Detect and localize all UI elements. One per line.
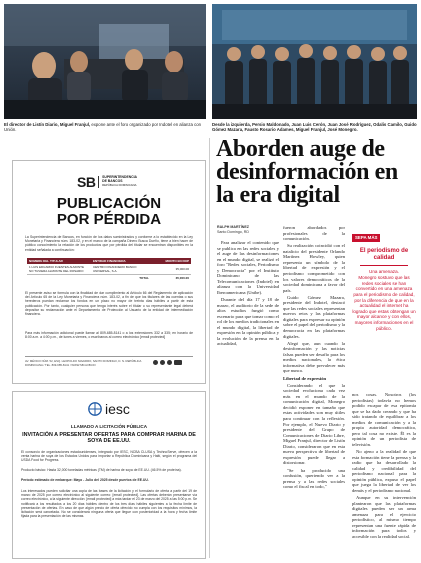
col-header: NOMBRE DEL TITULAR [27, 258, 91, 264]
sidebar-title: El periodismo de calidad [359, 248, 409, 261]
iesc-p3: Período estimado de embarque: Mayo - Julio del 2025 desde puertos de EE.UU. [21, 478, 149, 482]
sidebar-body: Monegro sostuvo que las redes sociales se han convertido en una amenaza para el periodismo de calidad, por la diferencia de que en la actualidad el internet ha logrado que estas obtengan un mayor alcance y con ellos, mayores informaciones en el público. [352, 275, 416, 331]
paragraph: Considerando el que la sociedad evoluciona cada vez más en el mundo de la comunicación digital, Monegro decidió exponer en tamaño que estas actividades son muy útiles para continuar con la reflexión. Por ejemplo, el Nuevo Diario y presidente del Grupo de Comunicaciones de Diario Libre, Miguel Franjul, director de Listín Diario, consideraron que en esta nueva perspectiva de libertad de expresión puede llegar a distorsionar. [283, 382, 345, 466]
iesc-ad [12, 391, 206, 559]
youtube-icon [174, 360, 182, 365]
iesc-p1: El consorcio de organizaciones estadounidenses, integrado por IESC, NCBA CLUSA y TechnoServe, ofrecen a la venta harina de soya de los Estados Unidos para importar a República Dominicana y Haití, según el programa del USDA Food for Progress. [21, 450, 197, 463]
photo-left-caption [4, 122, 206, 132]
paragraph: Guido Gómez Mazara, presidente del Indotel, destacó que las redes sociales representan nuevos retos y las plataformas digitales para expresar su opinión sobre el papel del periodismo y la democracia en las plataformas digitales. [283, 294, 345, 339]
sb-ad-title [13, 196, 205, 228]
iesc-logo-icon [88, 402, 102, 416]
social-icons [153, 360, 182, 365]
forum-photo-left [4, 4, 206, 119]
sidebar-box [352, 226, 416, 386]
headline: Aborden auge de desinformación en la era digital [216, 136, 398, 208]
sb-logo-text-3: REPÚBLICA DOMINICANA [102, 182, 137, 187]
byline-place: Santo Domingo, RD [217, 229, 249, 234]
sb-footer: AV. MÉXICO NÚM. 52, ESQ. LEOPOLDO NAVARRO, SANTO DOMINGO, D. N. REPÚBLICA DOMINICANA / TEL. 809-685-8141 / WWW.SB.GOB.DO [25, 359, 142, 367]
paragraph: Alegó que, aun cuando la desinformación y las noticias falsas pueden ser desafío para los medios nacionales, la ética informativa debe prevalecer más que nunca. [283, 340, 345, 374]
sb-logo-text [102, 176, 137, 187]
paragraph: Para analizar el contenido que se publica en las redes sociales y el auge de las desinformaciones en el mundo digital, se realizó el foro "Redes sociales, Periodismo y Democracia" por el Instituto Dominicano de las Telecomunicaciones (Indotel) en alianza con la Universidad Iberoamericana (Unibe). [217, 240, 279, 295]
paragraph: "Se ha producido una confusión, queriendo ver a la prensa y a las redes sociales como el fiscal en todo," [283, 467, 345, 490]
sb-table [27, 258, 191, 281]
cell: 35,000.00 [151, 264, 191, 275]
sb-title-line-1: PUBLICACIÓN [56, 195, 162, 212]
sb-title-line-2: POR PÉRDIDA [56, 211, 162, 228]
table-total-row [27, 275, 191, 282]
group-photo [212, 4, 417, 119]
col-header: MONTO EN DOP [151, 258, 191, 264]
instagram-icon [160, 360, 165, 365]
iesc-p2: Producto básico: Hasta 32,000 toneladas métricas (TM) de harina de soya de EE.UU. (46.5% de proteína). [21, 468, 182, 472]
sb-ad [12, 160, 206, 384]
sidebar-subtitle: Una amenaza. [369, 268, 399, 274]
iesc-title: INVITACIÓN A PRESENTAR OFERTAS PARA COMPRAR HARINA DE SOYA DE EE.UU. [22, 432, 196, 445]
forum-photo-right [212, 4, 417, 119]
cell: 1 LUIS EDUARDO FUENTES ALMONTE NO TUVIERA ALMONTE DEL ROSARIO [27, 264, 91, 275]
sb-logo-mark: SB [77, 174, 96, 190]
iesc-p4: Los interesados pueden solicitar una copia de las bases de la licitación y el formulario de oferta a partir del 19 de marzo de 2025 por correo electrónico al siguiente correo: [email protected]. Las ofertas deberán presentarse vía correo electrónico, a la siguiente dirección: [email protected] a más tardar el 23 de marzo del 2025 a las 5:00 p.m. Se notificará a los resultados a los 20 días hábiles dentro de los tres días hábiles siguientes a la fecha límite de presentación de ofertas. En caso de que algún precio de oferta ofrecido no cumpla con los requisitos mínimos, la licitación será cancelada. No se considerará ninguna oferta que llegue con posterioridad a la hora y fecha límite fijada para la presentación de las mismas. [21, 489, 197, 519]
article-col-2 [283, 225, 345, 491]
paragraph: Durante del día 17 y 18 de marzo, el auditorio de la sede de altos estudios fungió como escenario para que tomar como el rol de los medios tradicionales en el mundo digital, la libertad de expresión en la opinión pública y la evolución de la prensa en la actualidad, [217, 297, 279, 347]
iesc-logo-text: iesc [105, 401, 130, 417]
facebook-icon [153, 360, 158, 365]
caption-bold: El director de Listín Diario, Miguel Franjul, [4, 122, 91, 127]
paragraph: fueron abordados por profesionales de la comunicación. [283, 225, 345, 242]
sb-logo [77, 174, 137, 190]
col-header: ENTIDAD FINANCIERA [91, 258, 151, 264]
iesc-call: LLAMADO A LICITACIÓN PÚBLICA [70, 424, 148, 429]
sb-logo-bar [98, 176, 99, 188]
article-col-1 [217, 240, 279, 349]
sb-logo-text-1: SUPERINTENDENCIA [102, 175, 137, 180]
byline [217, 225, 277, 234]
column-rule [209, 138, 210, 558]
caption-rest: expone ante el foro organizado por Indotel en alianza con Unión. [4, 122, 202, 133]
byline-name: RALPH MARTÍNEZ [217, 225, 249, 229]
paragraph: nos cosas. Nosotros (los periodistas) todavía no hemos podido escapar de esa epitomía que se ha dado creando y que ha sido tratando de equilibrar a los medios de comunicación y a la propia autoridad democrática, pero tal cosa no existe. Él es la opinión de un periodista de televisión. [352, 392, 416, 447]
paragraph: No ajeno a la realidad de que esta formación tiene la prensa y la radio que ha desarrollado la calidad y credibilidad del periodismo nacional para la opinión pública, expuso el papel que juega la libertad de ver los demás y el periodismo nacional. [352, 449, 416, 493]
sidebar-label: SEPA MÁS [352, 234, 380, 242]
total-value: 35,000.00 [175, 276, 189, 280]
speaker-photo [4, 4, 206, 119]
article-col-3 [352, 392, 416, 541]
table-row [27, 264, 191, 275]
total-label: TOTAL [139, 276, 149, 280]
sidebar-divider [360, 265, 408, 266]
paragraph: Aunque en su intervención plantearon que las plataformas digitales pueden ser un arma amenaza para el ejercicio periodístico, al mismo tiempo representan una fuente rápida de información para todos y accesible con la realidad social. [352, 495, 416, 539]
sb-logo-text-2: DE BANCOS [102, 179, 123, 184]
cell [27, 275, 91, 282]
sb-intro: La Superintendencia de Bancos, en función de los datos suministrados y conforme a lo establecido en la Ley Monetaria y Financiera núm. 183-02, y en el marco de la campaña Dinero Busca Dueño, tiene a bien hacer de público conocimiento la relación de los productos que por pérdida del titular se encuentran disponibles en la entidad señalada a continuación: [25, 235, 193, 252]
photo-right-caption [212, 122, 417, 132]
sb-footer-bar [25, 356, 193, 357]
paragraph: Su realización coincidió con el natalicio del presidente Orlando Martínez Howley, quien representa un símbolo de la libertad de expresión y el periodismo comprometido con los valores democráticos de la sociedad dominicana a favor del país. [283, 243, 345, 293]
caption-bold: Desde la izquierda, Persio Maldonado, Juan Luis Cerón, Juan José Rodríguez, Odalis Camilo, Guido Gómez Mazara, Fausto Rosario Adames, Miguel Franjul, José Monegro. [212, 122, 417, 133]
sb-body: El presente aviso se formula con la finalidad de dar cumplimiento al Artículo 66 del Reglamento de aplicación del Artículo 65 de la Ley Monetaria y Financiera núm. 183-02, a fin de que los titulares de las cuentas o sus herederos puedan reclamar los fondos en un plazo no mayor de treinta días hábiles a partir de esta publicación. Por tanto, cualquier persona que tenga interés sobre el titular o su representante legal deberá depositar su reclamación ante el Departamento de Protección al Usuario de la entidad de intermediación financiera. [25, 291, 193, 317]
x-icon [167, 360, 172, 365]
sb-contact: Para más información adicional puede llamar al 809-685-8141 o a los extensiones 332 a 335; en horario de 8:00 a.m. a 4:00 p.m., de lunes a viernes, o escríbanos al correo electrónico [email protected] [25, 331, 193, 340]
iesc-logo [88, 401, 130, 417]
cell: CENTRO FINANCIERO BANCO UNIVERSAL, S.A. [91, 264, 151, 275]
subheading: Libertad de expresión [283, 375, 327, 381]
